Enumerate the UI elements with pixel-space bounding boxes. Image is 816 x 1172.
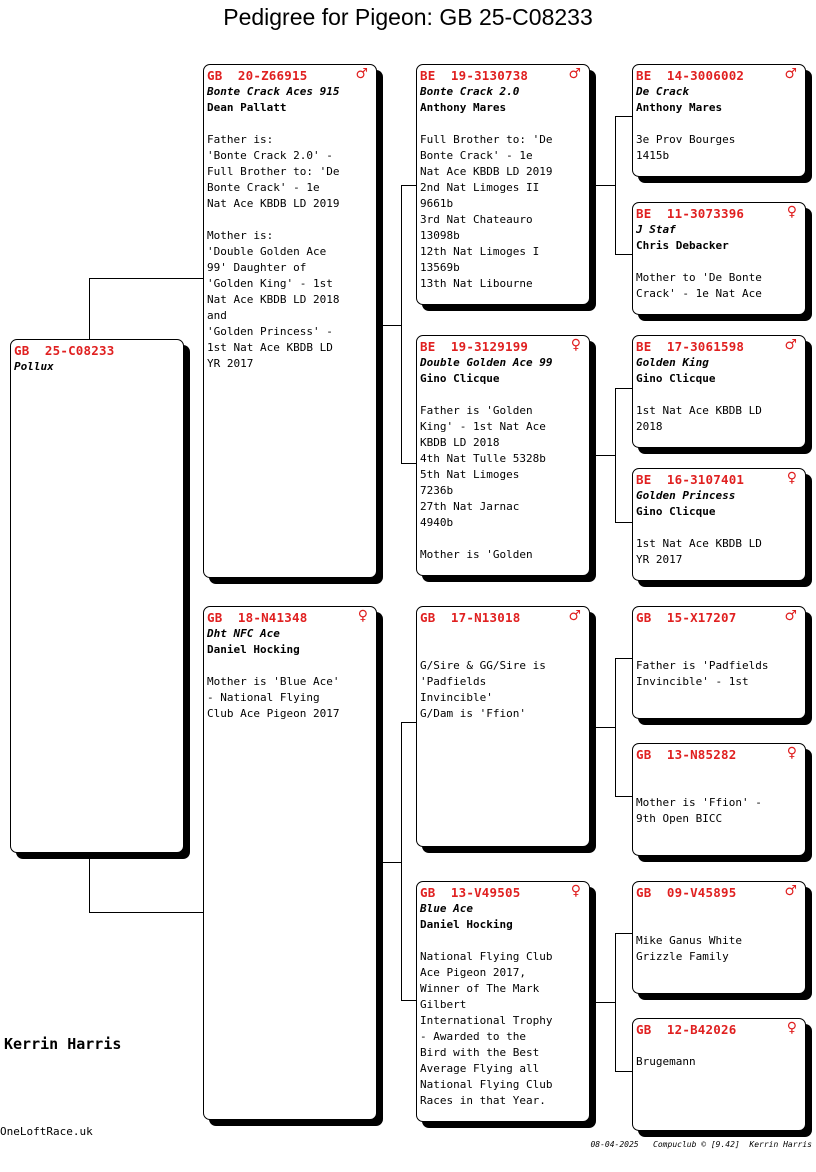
female-icon: ♀ <box>357 608 368 624</box>
pigeon-name: Dht NFC Ace <box>207 627 280 640</box>
ring-number: GB 18-N41348 <box>207 610 308 625</box>
page-title: Pedigree for Pigeon: GB 25-C08233 <box>223 4 593 30</box>
connector <box>89 853 90 912</box>
connector <box>401 463 417 464</box>
ring-number: GB 13-V49505 <box>420 885 521 900</box>
female-icon: ♀ <box>786 204 797 220</box>
pigeon-name: Bonte Crack Aces 915 <box>207 85 340 98</box>
connector <box>401 185 402 463</box>
pigeon-name: Double Golden Ace 99 <box>420 356 553 369</box>
pigeon-card-dam[interactable] <box>203 606 377 1120</box>
pigeon-notes: Mother is 'Ffion' - 9th Open BICC <box>636 796 762 825</box>
pigeon-name: Golden King <box>636 356 709 369</box>
ring-number: GB 09-V45895 <box>636 885 737 900</box>
pigeon-card-sdd[interactable] <box>632 468 806 581</box>
connector <box>615 388 616 522</box>
pigeon-card-sire[interactable] <box>203 64 377 578</box>
pigeon-notes: Father is 'Padfields Invincible' - 1st <box>636 659 769 688</box>
ring-number: GB 12-B42026 <box>636 1022 737 1037</box>
pigeon-notes: National Flying Club Ace Pigeon 2017, Winner of The Mark Gilbert International Trophy - Awarded to the Bird with the Best Average Flying all National Flying Club Races in that Year. <box>420 950 553 1107</box>
ring-number: GB 13-N85282 <box>636 747 737 762</box>
owner-name: Gino Clicque <box>636 505 716 518</box>
connector <box>89 912 204 913</box>
pigeon-notes: 1st Nat Ace KBDB LD YR 2017 <box>636 537 762 566</box>
ring-number: BE 14-3006002 <box>636 68 745 83</box>
website-text: OneLoftRace.uk <box>0 1125 93 1138</box>
pigeon-notes: G/Sire & GG/Sire is 'Padfields Invincible' G/Dam is 'Ffion' <box>420 659 546 720</box>
connector <box>615 388 633 389</box>
connector <box>401 722 417 723</box>
pigeon-card-sds[interactable] <box>632 335 806 448</box>
pigeon-notes: Mother to 'De Bonte Crack' - 1e Nat Ace <box>636 271 762 300</box>
connector <box>89 278 90 339</box>
pigeon-name: Blue Ace <box>420 902 473 915</box>
pigeon-card-sire-dam[interactable] <box>416 335 590 576</box>
owner-name: Dean Pallatt <box>207 101 287 114</box>
connector <box>615 658 633 659</box>
pigeon-name: Golden Princess <box>636 489 736 502</box>
pigeon-card-dam-dam[interactable] <box>416 881 590 1122</box>
ring-number: GB 17-N13018 <box>420 610 521 625</box>
connector <box>89 278 204 279</box>
connector <box>401 722 402 1000</box>
pigeon-card-ssd[interactable] <box>632 202 806 315</box>
owner-name: Anthony Mares <box>636 101 723 114</box>
female-icon: ♀ <box>570 337 581 353</box>
ring-number: GB 15-X17207 <box>636 610 737 625</box>
pigeon-name: J Staf <box>636 223 676 236</box>
pigeon-card-subject[interactable] <box>10 339 184 853</box>
ring-number: BE 17-3061598 <box>636 339 745 354</box>
owner-name: Gino Clicque <box>420 372 500 385</box>
connector <box>615 933 616 1071</box>
breeder-name: Kerrin Harris <box>4 1035 122 1053</box>
owner-name: Daniel Hocking <box>207 643 300 656</box>
ring-number: BE 19-3130738 <box>420 68 529 83</box>
connector <box>590 1002 615 1003</box>
pigeon-card-dds[interactable] <box>632 881 806 994</box>
connector <box>376 862 401 863</box>
male-icon: ♂ <box>784 66 797 82</box>
connector <box>590 727 615 728</box>
pigeon-notes: 1st Nat Ace KBDB LD 2018 <box>636 404 762 433</box>
pigeon-notes: Full Brother to: 'De Bonte Crack' - 1e Nat Ace KBDB LD 2019 2nd Nat Limoges II 9661b 3rd Nat Chateauro 13098b 12th Nat Limoges I 13569b 13th Nat Libourne <box>420 133 553 290</box>
ring-number: BE 16-3107401 <box>636 472 745 487</box>
pigeon-card-dss[interactable] <box>632 606 806 719</box>
connector <box>615 658 616 796</box>
pigeon-card-sss[interactable] <box>632 64 806 177</box>
connector <box>590 455 615 456</box>
pigeon-name: Pollux <box>14 360 54 373</box>
pigeon-card-sire-sire[interactable] <box>416 64 590 305</box>
pigeon-name: De Crack <box>636 85 689 98</box>
pigeon-card-dam-sire[interactable] <box>416 606 590 847</box>
female-icon: ♀ <box>570 883 581 899</box>
pigeon-notes: 3e Prov Bourges 1415b <box>636 133 736 162</box>
ring-number: GB 20-Z66915 <box>207 68 308 83</box>
female-icon: ♀ <box>786 470 797 486</box>
pigeon-notes: Mike Ganus White Grizzle Family <box>636 934 742 963</box>
pigeon-notes: Father is: 'Bonte Crack 2.0' - Full Brother to: 'De Bonte Crack' - 1e Nat Ace KBDB LD 2019 Mother is: 'Double Golden Ace 99' Daughter of 'Golden King' - 1st Nat Ace KBDB LD 2018 and 'Golden Princess' - 1st Nat Ace KBDB LD YR 2017 <box>207 133 340 370</box>
pigeon-notes: Brugemann <box>636 1055 696 1068</box>
connector <box>615 1071 633 1072</box>
male-icon: ♂ <box>568 608 581 624</box>
pigeon-card-dsd[interactable] <box>632 743 806 856</box>
pigeon-card-ddd[interactable] <box>632 1018 806 1131</box>
female-icon: ♀ <box>786 1020 797 1036</box>
ring-number: BE 11-3073396 <box>636 206 745 221</box>
connector <box>615 933 633 934</box>
pigeon-notes: Mother is 'Blue Ace' - National Flying Club Ace Pigeon 2017 <box>207 675 340 720</box>
connector <box>615 116 616 254</box>
male-icon: ♂ <box>784 608 797 624</box>
ring-number: GB 25-C08233 <box>14 343 115 358</box>
male-icon: ♂ <box>784 883 797 899</box>
pigeon-name: Bonte Crack 2.0 <box>420 85 520 98</box>
connector <box>615 796 633 797</box>
female-icon: ♀ <box>786 745 797 761</box>
owner-name: Daniel Hocking <box>420 918 513 931</box>
ring-number: BE 19-3129199 <box>420 339 529 354</box>
owner-name: Gino Clicque <box>636 372 716 385</box>
male-icon: ♂ <box>568 66 581 82</box>
connector <box>376 325 401 326</box>
owner-name: Anthony Mares <box>420 101 507 114</box>
connector <box>401 185 417 186</box>
connector <box>590 185 615 186</box>
connector <box>615 522 633 523</box>
male-icon: ♂ <box>784 337 797 353</box>
connector <box>401 1000 417 1001</box>
connector <box>615 254 633 255</box>
pigeon-notes: Father is 'Golden King' - 1st Nat Ace KBDB LD 2018 4th Nat Tulle 5328b 5th Nat Limoges 7236b 27th Nat Jarnac 4940b Mother is 'Golden <box>420 404 546 561</box>
male-icon: ♂ <box>355 66 368 82</box>
connector <box>615 116 633 117</box>
footer-text: 08-04-2025 Compuclub © [9.42] Kerrin Harris <box>590 1140 812 1149</box>
owner-name: Chris Debacker <box>636 239 729 252</box>
